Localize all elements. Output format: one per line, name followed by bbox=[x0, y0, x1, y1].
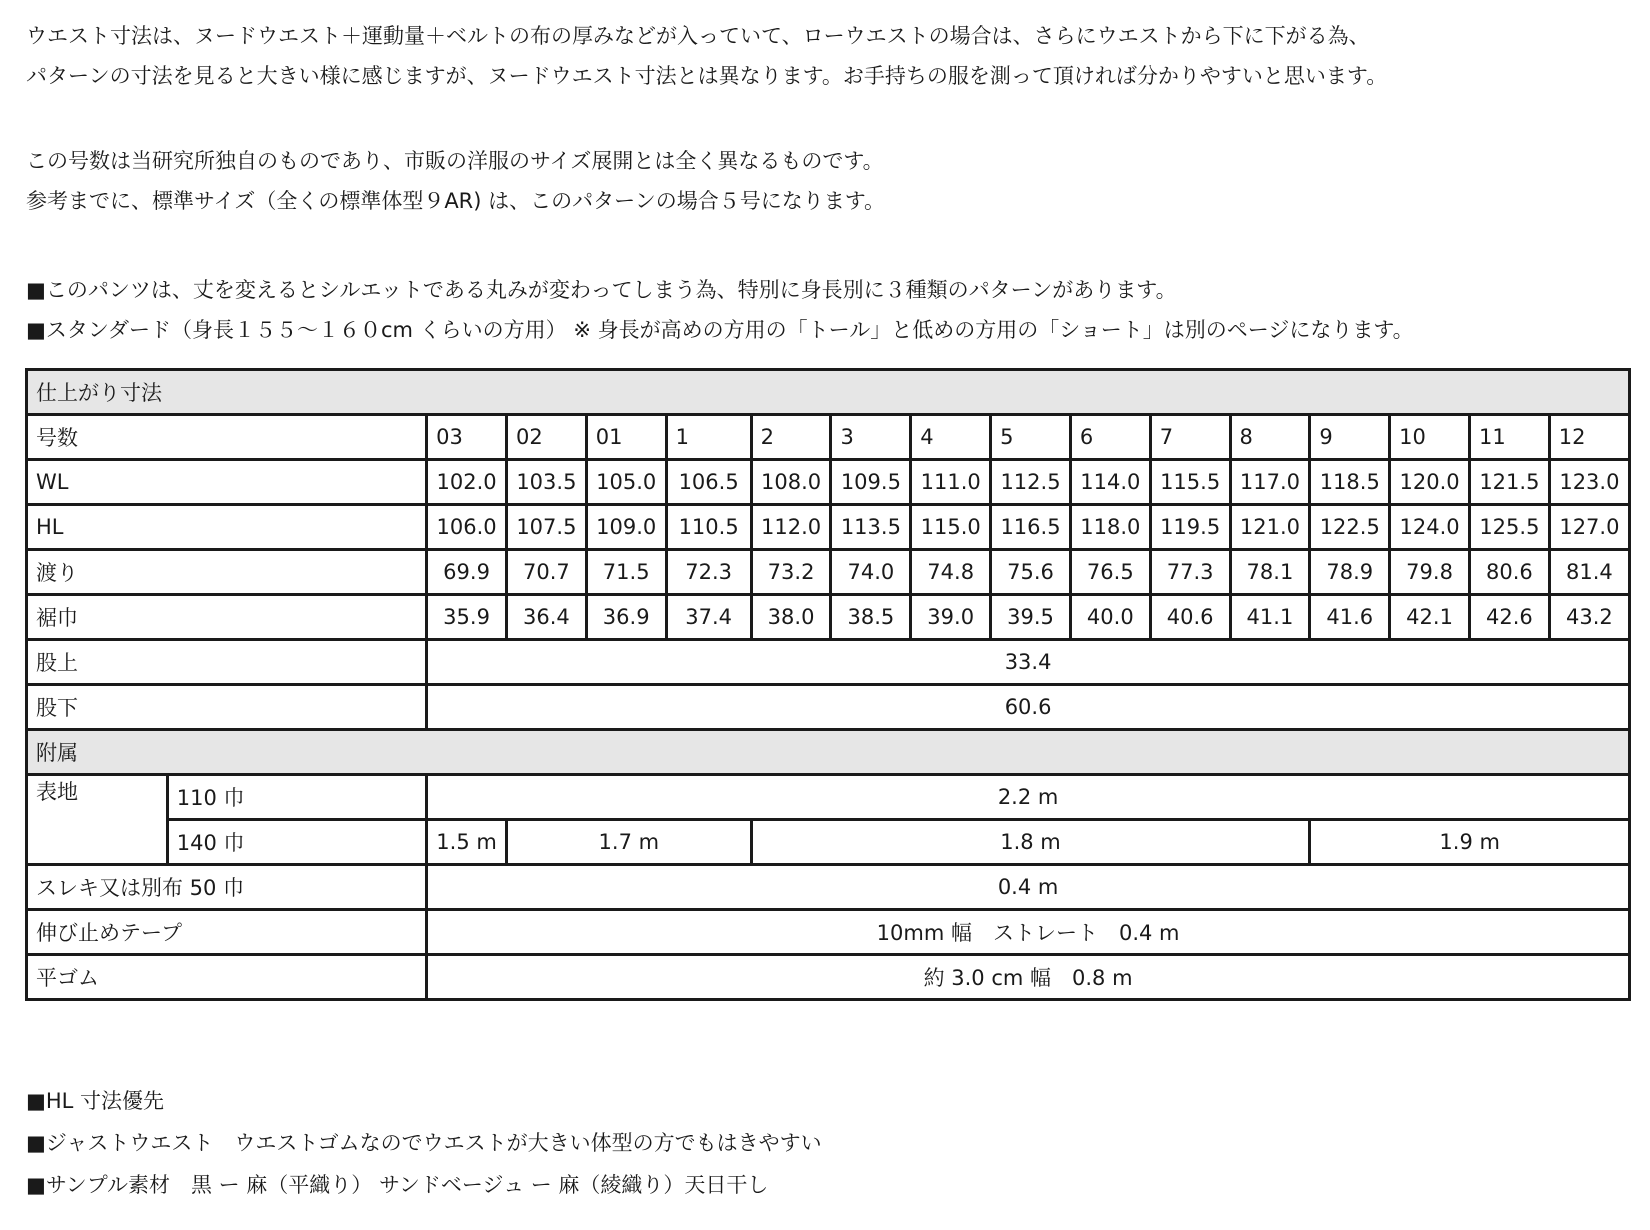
elastic-value: 約 3.0 cm 幅 0.8 m bbox=[427, 955, 1630, 1000]
intro-line: パターンの寸法を見ると大きい様に感じますが、ヌードウエスト寸法とは異なります。お手持ちの服を測って頂ければ分かりやすいと思います。 bbox=[26, 64, 1388, 88]
value-cell: 121.0 bbox=[1230, 505, 1310, 550]
value-cell: 41.6 bbox=[1310, 595, 1390, 640]
measure-row-hl bbox=[27, 505, 1630, 550]
value-cell: 74.8 bbox=[911, 550, 991, 595]
size-cell: 01 bbox=[586, 415, 666, 460]
value-cell: 112.5 bbox=[991, 460, 1071, 505]
fabric-140-value: 1.8 m bbox=[751, 820, 1310, 865]
value-cell: 105.0 bbox=[586, 460, 666, 505]
intro-line: 参考までに、標準サイズ（全くの標準体型９AR) は、このパターンの場合５号になります。 bbox=[26, 189, 886, 213]
value-cell: 40.6 bbox=[1150, 595, 1230, 640]
section-row-finished bbox=[27, 370, 1630, 415]
note-item: ■サンプル素材 黒 ー 麻（平織り） サンドベージュ ー 麻（綾織り）天日干し bbox=[26, 1173, 769, 1197]
value-cell: 106.0 bbox=[427, 505, 507, 550]
elastic-row bbox=[27, 955, 1630, 1000]
row-label: HL bbox=[27, 505, 427, 550]
value-cell: 103.5 bbox=[506, 460, 586, 505]
value-cell: 127.0 bbox=[1549, 505, 1629, 550]
section-row-notions bbox=[27, 730, 1630, 775]
value-cell: 81.4 bbox=[1549, 550, 1629, 595]
value-cell: 70.7 bbox=[506, 550, 586, 595]
intro-line: ■このパンツは、丈を変えるとシルエットである丸みが変わってしまう為、特別に身長別に３種類のパターンがあります。 bbox=[26, 278, 1177, 302]
fabric-row-110 bbox=[27, 775, 1630, 820]
value-cell: 106.5 bbox=[666, 460, 751, 505]
value-cell: 119.5 bbox=[1150, 505, 1230, 550]
size-spec-table bbox=[25, 368, 1631, 1001]
value-cell: 39.5 bbox=[991, 595, 1071, 640]
value-cell: 36.4 bbox=[506, 595, 586, 640]
size-cell: 2 bbox=[751, 415, 831, 460]
value-cell: 73.2 bbox=[751, 550, 831, 595]
intro-line: この号数は当研究所独自のものであり、市販の洋服のサイズ展開とは全く異なるものです。 bbox=[26, 149, 884, 173]
size-cell: 1 bbox=[666, 415, 751, 460]
note-item: ■ジャストウエスト ウエストゴムなのでウエストが大きい体型の方でもはきやすい bbox=[26, 1131, 822, 1155]
tape-row bbox=[27, 910, 1630, 955]
value-cell: 116.5 bbox=[991, 505, 1071, 550]
lining-value: 0.4 m bbox=[427, 865, 1630, 910]
rise-value: 33.4 bbox=[427, 640, 1630, 685]
size-header-row bbox=[27, 415, 1630, 460]
row-label: 伸び止めテープ bbox=[27, 910, 427, 955]
value-cell: 43.2 bbox=[1549, 595, 1629, 640]
value-cell: 110.5 bbox=[666, 505, 751, 550]
value-cell: 74.0 bbox=[831, 550, 911, 595]
section-title-notions: 附属 bbox=[27, 730, 1630, 775]
size-label: 号数 bbox=[27, 415, 427, 460]
value-cell: 125.5 bbox=[1469, 505, 1549, 550]
value-cell: 79.8 bbox=[1390, 550, 1470, 595]
value-cell: 42.6 bbox=[1469, 595, 1549, 640]
value-cell: 69.9 bbox=[427, 550, 507, 595]
value-cell: 41.1 bbox=[1230, 595, 1310, 640]
size-cell: 3 bbox=[831, 415, 911, 460]
row-label: 股下 bbox=[27, 685, 427, 730]
intro-paragraph-sizing bbox=[26, 141, 1630, 221]
value-cell: 75.6 bbox=[991, 550, 1071, 595]
value-cell: 107.5 bbox=[506, 505, 586, 550]
value-cell: 76.5 bbox=[1070, 550, 1150, 595]
value-cell: 117.0 bbox=[1230, 460, 1310, 505]
measure-row-rise bbox=[27, 640, 1630, 685]
size-cell: 6 bbox=[1070, 415, 1150, 460]
note-item: ■HL 寸法優先 bbox=[26, 1089, 165, 1113]
value-cell: 111.0 bbox=[911, 460, 991, 505]
row-label: スレキ又は別布 50 巾 bbox=[27, 865, 427, 910]
notes-list bbox=[26, 1080, 1630, 1206]
row-label: 平ゴム bbox=[27, 955, 427, 1000]
fabric-140-value: 1.9 m bbox=[1310, 820, 1630, 865]
intro-line: ウエスト寸法は、ヌードウエスト＋運動量＋ベルトの布の厚みなどが入っていて、ローウエストの場合は、さらにウエストから下に下がる為、 bbox=[26, 24, 1370, 48]
value-cell: 118.0 bbox=[1070, 505, 1150, 550]
value-cell: 109.5 bbox=[831, 460, 911, 505]
value-cell: 38.0 bbox=[751, 595, 831, 640]
measure-row-wl bbox=[27, 460, 1630, 505]
value-cell: 37.4 bbox=[666, 595, 751, 640]
inseam-value: 60.6 bbox=[427, 685, 1630, 730]
value-cell: 118.5 bbox=[1310, 460, 1390, 505]
size-cell: 12 bbox=[1549, 415, 1629, 460]
size-cell: 10 bbox=[1390, 415, 1470, 460]
fabric-label: 表地 bbox=[27, 775, 168, 865]
fabric-110-value: 2.2 m bbox=[427, 775, 1630, 820]
intro-paragraph-waist bbox=[26, 16, 1630, 96]
measure-row-inseam bbox=[27, 685, 1630, 730]
value-cell: 120.0 bbox=[1390, 460, 1470, 505]
row-label: 渡り bbox=[27, 550, 427, 595]
value-cell: 77.3 bbox=[1150, 550, 1230, 595]
value-cell: 108.0 bbox=[751, 460, 831, 505]
value-cell: 123.0 bbox=[1549, 460, 1629, 505]
size-cell: 5 bbox=[991, 415, 1071, 460]
fabric-row-140 bbox=[27, 820, 1630, 865]
value-cell: 122.5 bbox=[1310, 505, 1390, 550]
value-cell: 71.5 bbox=[586, 550, 666, 595]
value-cell: 115.5 bbox=[1150, 460, 1230, 505]
value-cell: 78.1 bbox=[1230, 550, 1310, 595]
width-label: 140 巾 bbox=[167, 820, 426, 865]
value-cell: 102.0 bbox=[427, 460, 507, 505]
width-label: 110 巾 bbox=[167, 775, 426, 820]
value-cell: 113.5 bbox=[831, 505, 911, 550]
value-cell: 39.0 bbox=[911, 595, 991, 640]
fabric-140-value: 1.7 m bbox=[506, 820, 751, 865]
tape-value: 10mm 幅 ストレート 0.4 m bbox=[427, 910, 1630, 955]
fabric-140-value: 1.5 m bbox=[427, 820, 507, 865]
value-cell: 38.5 bbox=[831, 595, 911, 640]
intro-paragraph-pattern bbox=[26, 270, 1630, 350]
value-cell: 109.0 bbox=[586, 505, 666, 550]
intro-line: ■スタンダード（身長１５５～１６０cm くらいの方用） ※ 身長が高めの方用の「トール」と低めの方用の「ショート」は別のページになります。 bbox=[26, 318, 1414, 342]
measure-row-thigh bbox=[27, 550, 1630, 595]
value-cell: 80.6 bbox=[1469, 550, 1549, 595]
value-cell: 124.0 bbox=[1390, 505, 1470, 550]
size-cell: 03 bbox=[427, 415, 507, 460]
size-cell: 7 bbox=[1150, 415, 1230, 460]
lining-row bbox=[27, 865, 1630, 910]
value-cell: 36.9 bbox=[586, 595, 666, 640]
value-cell: 115.0 bbox=[911, 505, 991, 550]
row-label: 股上 bbox=[27, 640, 427, 685]
size-cell: 4 bbox=[911, 415, 991, 460]
section-title-finished: 仕上がり寸法 bbox=[27, 370, 1630, 415]
measure-row-hem bbox=[27, 595, 1630, 640]
value-cell: 121.5 bbox=[1469, 460, 1549, 505]
row-label: 裾巾 bbox=[27, 595, 427, 640]
size-cell: 02 bbox=[506, 415, 586, 460]
row-label: WL bbox=[27, 460, 427, 505]
size-cell: 9 bbox=[1310, 415, 1390, 460]
value-cell: 40.0 bbox=[1070, 595, 1150, 640]
value-cell: 72.3 bbox=[666, 550, 751, 595]
value-cell: 78.9 bbox=[1310, 550, 1390, 595]
value-cell: 114.0 bbox=[1070, 460, 1150, 505]
size-cell: 8 bbox=[1230, 415, 1310, 460]
size-cell: 11 bbox=[1469, 415, 1549, 460]
value-cell: 35.9 bbox=[427, 595, 507, 640]
value-cell: 42.1 bbox=[1390, 595, 1470, 640]
value-cell: 112.0 bbox=[751, 505, 831, 550]
